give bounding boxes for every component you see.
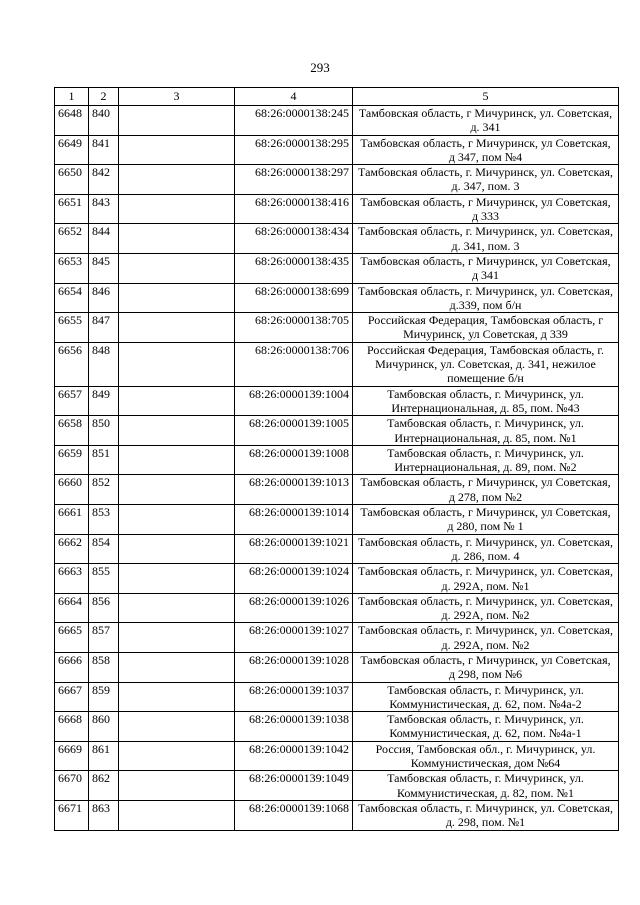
empty-cell [119, 342, 235, 386]
table-row [55, 800, 619, 830]
empty-cell [119, 106, 235, 136]
item-number-cell: 844 [89, 224, 119, 254]
address-cell: Тамбовская область, г Мичуринск, ул Советская, д 278, пом №2 [353, 475, 619, 505]
page-number: 293 [310, 60, 330, 75]
item-number-cell: 859 [89, 682, 119, 712]
empty-cell [119, 253, 235, 283]
cadastral-number-cell: 68:26:0000139:1049 [235, 771, 353, 801]
empty-cell [119, 505, 235, 535]
table-row [55, 283, 619, 313]
table-row [55, 194, 619, 224]
cadastral-number-cell: 68:26:0000139:1027 [235, 623, 353, 653]
table-row [55, 106, 619, 136]
cadastral-number-cell: 68:26:0000139:1024 [235, 564, 353, 594]
cadastral-number-cell: 68:26:0000138:435 [235, 253, 353, 283]
row-number-cell: 6649 [55, 135, 89, 165]
empty-cell [119, 224, 235, 254]
table-row [55, 224, 619, 254]
cadastral-number-cell: 68:26:0000138:434 [235, 224, 353, 254]
item-number-cell: 861 [89, 741, 119, 771]
empty-cell [119, 593, 235, 623]
item-number-cell: 847 [89, 313, 119, 343]
address-cell: Тамбовская область, г. Мичуринск, ул. Советская, д. 292А, пом. №2 [353, 623, 619, 653]
row-number-cell: 6660 [55, 475, 89, 505]
column-header-4: 4 [235, 88, 353, 106]
cadastral-number-cell: 68:26:0000138:245 [235, 106, 353, 136]
cadastral-number-cell: 68:26:0000139:1028 [235, 652, 353, 682]
address-cell: Тамбовская область, г. Мичуринск, ул. Советская, д. 347, пом. 3 [353, 165, 619, 195]
row-number-cell: 6671 [55, 800, 89, 830]
empty-cell [119, 682, 235, 712]
table-row [55, 135, 619, 165]
row-number-cell: 6669 [55, 741, 89, 771]
table-row [55, 386, 619, 416]
column-header-5: 5 [353, 88, 619, 106]
row-number-cell: 6654 [55, 283, 89, 313]
row-number-cell: 6657 [55, 386, 89, 416]
table-row [55, 342, 619, 386]
table-row [55, 771, 619, 801]
address-cell: Российская Федерация, Тамбовская область, г Мичуринск, ул Советская, д 339 [353, 313, 619, 343]
header-row [55, 88, 619, 106]
address-cell: Тамбовская область, г. Мичуринск, ул. Советская, д. 286, пом. 4 [353, 534, 619, 564]
address-cell: Тамбовская область, г Мичуринск, ул Советская, д 333 [353, 194, 619, 224]
address-cell: Тамбовская область, г Мичуринск, ул Советская, д 298, пом №6 [353, 652, 619, 682]
row-number-cell: 6655 [55, 313, 89, 343]
address-cell: Россия, Тамбовская обл., г. Мичуринск, ул. Коммунистическая, дом №64 [353, 741, 619, 771]
address-cell: Российская Федерация, Тамбовская область, г. Мичуринск, ул. Советская, д. 341, нежилое помещение б/н [353, 342, 619, 386]
item-number-cell: 853 [89, 505, 119, 535]
cadastral-number-cell: 68:26:0000139:1026 [235, 593, 353, 623]
item-number-cell: 840 [89, 106, 119, 136]
row-number-cell: 6661 [55, 505, 89, 535]
address-cell: Тамбовская область, г. Мичуринск, ул. Коммунистическая, д. 62, пом. №4а-2 [353, 682, 619, 712]
address-cell: Тамбовская область, г. Мичуринск, ул. Коммунистическая, д. 82, пом. №1 [353, 771, 619, 801]
empty-cell [119, 534, 235, 564]
column-header-2: 2 [89, 88, 119, 106]
empty-cell [119, 712, 235, 742]
empty-cell [119, 771, 235, 801]
table-row [55, 505, 619, 535]
table-row [55, 623, 619, 653]
address-cell: Тамбовская область, г Мичуринск, ул. Советская, д. 341 [353, 106, 619, 136]
table-row [55, 712, 619, 742]
empty-cell [119, 741, 235, 771]
address-cell: Тамбовская область, г. Мичуринск, ул. Советская, д. 298, пом. №1 [353, 800, 619, 830]
item-number-cell: 856 [89, 593, 119, 623]
cadastral-number-cell: 68:26:0000138:416 [235, 194, 353, 224]
table-row [55, 313, 619, 343]
address-cell: Тамбовская область, г Мичуринск, ул Советская, д 341 [353, 253, 619, 283]
address-cell: Тамбовская область, г Мичуринск, ул Советская, д 280, пом № 1 [353, 505, 619, 535]
empty-cell [119, 475, 235, 505]
column-header-1: 1 [55, 88, 89, 106]
table-row [55, 165, 619, 195]
row-number-cell: 6659 [55, 445, 89, 475]
table-body [55, 106, 619, 831]
empty-cell [119, 283, 235, 313]
empty-cell [119, 623, 235, 653]
cadastral-number-cell: 68:26:0000139:1004 [235, 386, 353, 416]
row-number-cell: 6663 [55, 564, 89, 594]
registry-table [54, 87, 619, 831]
row-number-cell: 6662 [55, 534, 89, 564]
item-number-cell: 858 [89, 652, 119, 682]
cadastral-number-cell: 68:26:0000139:1042 [235, 741, 353, 771]
table-row [55, 741, 619, 771]
cadastral-number-cell: 68:26:0000139:1005 [235, 416, 353, 446]
item-number-cell: 851 [89, 445, 119, 475]
item-number-cell: 855 [89, 564, 119, 594]
address-cell: Тамбовская область, г. Мичуринск, ул. Советская, д. 292А, пом. №2 [353, 593, 619, 623]
table-row [55, 682, 619, 712]
cadastral-number-cell: 68:26:0000138:295 [235, 135, 353, 165]
cadastral-number-cell: 68:26:0000139:1037 [235, 682, 353, 712]
empty-cell [119, 564, 235, 594]
cadastral-number-cell: 68:26:0000138:705 [235, 313, 353, 343]
row-number-cell: 6665 [55, 623, 89, 653]
address-cell: Тамбовская область, г Мичуринск, ул Советская, д 347, пом №4 [353, 135, 619, 165]
row-number-cell: 6658 [55, 416, 89, 446]
row-number-cell: 6656 [55, 342, 89, 386]
item-number-cell: 854 [89, 534, 119, 564]
row-number-cell: 6650 [55, 165, 89, 195]
row-number-cell: 6652 [55, 224, 89, 254]
item-number-cell: 863 [89, 800, 119, 830]
row-number-cell: 6667 [55, 682, 89, 712]
cadastral-number-cell: 68:26:0000138:699 [235, 283, 353, 313]
empty-cell [119, 386, 235, 416]
cadastral-number-cell: 68:26:0000139:1014 [235, 505, 353, 535]
column-header-3: 3 [119, 88, 235, 106]
empty-cell [119, 194, 235, 224]
address-cell: Тамбовская область, г. Мичуринск, ул. Интернациональная, д. 85, пом. №43 [353, 386, 619, 416]
table-row [55, 564, 619, 594]
table-row [55, 445, 619, 475]
row-number-cell: 6666 [55, 652, 89, 682]
empty-cell [119, 135, 235, 165]
item-number-cell: 845 [89, 253, 119, 283]
row-number-cell: 6651 [55, 194, 89, 224]
address-cell: Тамбовская область, г. Мичуринск, ул. Интернациональная, д. 89, пом. №2 [353, 445, 619, 475]
cadastral-number-cell: 68:26:0000139:1013 [235, 475, 353, 505]
empty-cell [119, 416, 235, 446]
row-number-cell: 6670 [55, 771, 89, 801]
row-number-cell: 6653 [55, 253, 89, 283]
cadastral-number-cell: 68:26:0000138:297 [235, 165, 353, 195]
cadastral-number-cell: 68:26:0000139:1021 [235, 534, 353, 564]
empty-cell [119, 652, 235, 682]
table-row [55, 253, 619, 283]
row-number-cell: 6648 [55, 106, 89, 136]
cadastral-number-cell: 68:26:0000139:1068 [235, 800, 353, 830]
table-row [55, 652, 619, 682]
item-number-cell: 849 [89, 386, 119, 416]
empty-cell [119, 313, 235, 343]
empty-cell [119, 445, 235, 475]
cadastral-number-cell: 68:26:0000138:706 [235, 342, 353, 386]
empty-cell [119, 165, 235, 195]
address-cell: Тамбовская область, г. Мичуринск, ул. Советская, д. 341, пом. 3 [353, 224, 619, 254]
empty-cell [119, 800, 235, 830]
table-row [55, 534, 619, 564]
item-number-cell: 848 [89, 342, 119, 386]
cadastral-number-cell: 68:26:0000139:1038 [235, 712, 353, 742]
table-row [55, 475, 619, 505]
item-number-cell: 860 [89, 712, 119, 742]
address-cell: Тамбовская область, г. Мичуринск, ул. Советская, д.339, пом б/н [353, 283, 619, 313]
cadastral-number-cell: 68:26:0000139:1008 [235, 445, 353, 475]
item-number-cell: 841 [89, 135, 119, 165]
table-row [55, 593, 619, 623]
address-cell: Тамбовская область, г. Мичуринск, ул. Советская, д. 292А, пом. №1 [353, 564, 619, 594]
row-number-cell: 6668 [55, 712, 89, 742]
address-cell: Тамбовская область, г. Мичуринск, ул. Интернациональная, д. 85, пом. №1 [353, 416, 619, 446]
item-number-cell: 846 [89, 283, 119, 313]
item-number-cell: 857 [89, 623, 119, 653]
item-number-cell: 843 [89, 194, 119, 224]
item-number-cell: 850 [89, 416, 119, 446]
row-number-cell: 6664 [55, 593, 89, 623]
item-number-cell: 852 [89, 475, 119, 505]
address-cell: Тамбовская область, г. Мичуринск, ул. Коммунистическая, д. 62, пом. №4а-1 [353, 712, 619, 742]
item-number-cell: 842 [89, 165, 119, 195]
table-row [55, 416, 619, 446]
item-number-cell: 862 [89, 771, 119, 801]
